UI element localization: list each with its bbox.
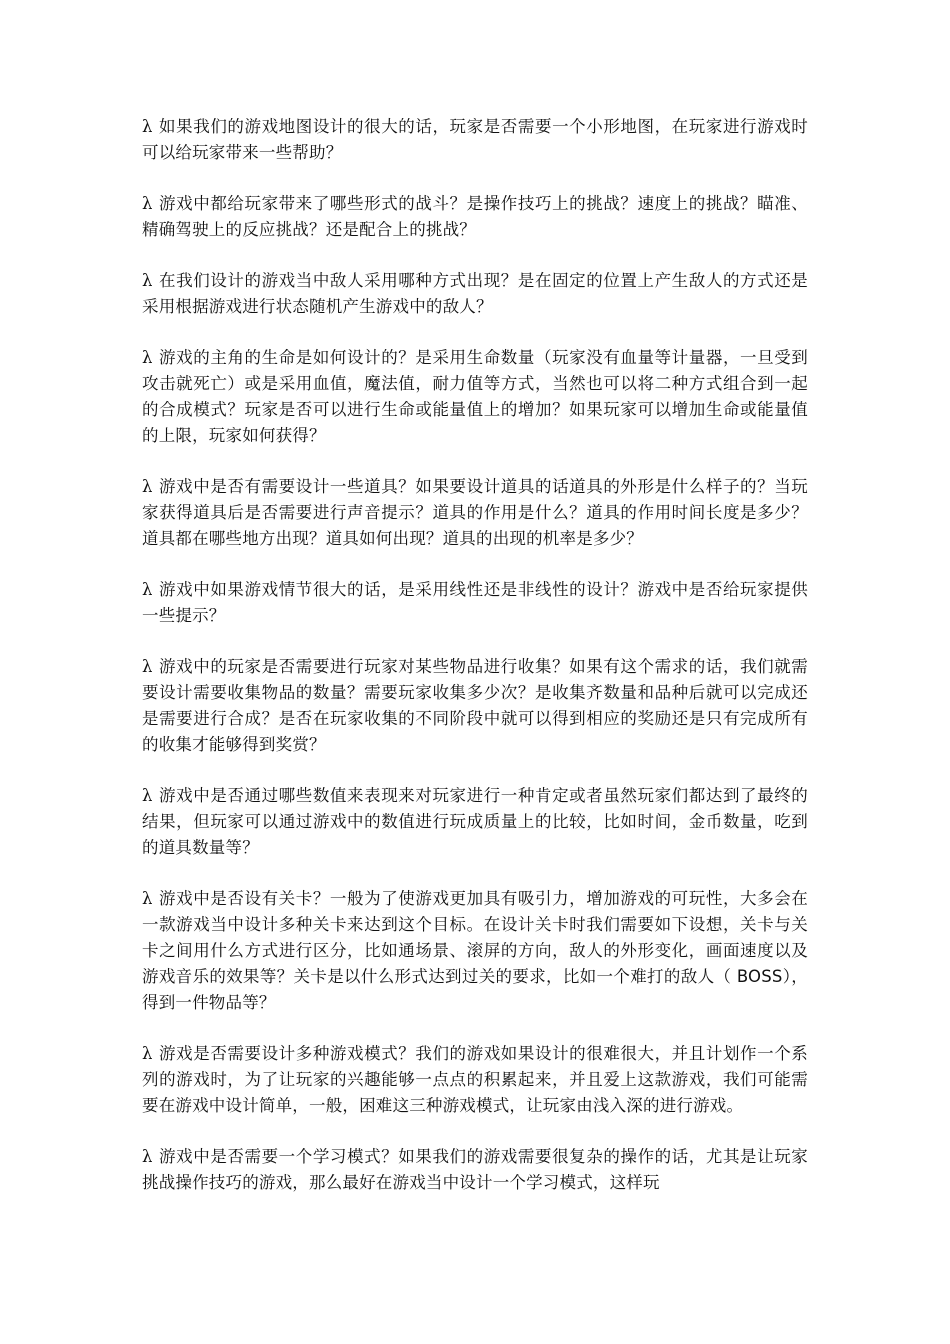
paragraph-text: 游戏中的玩家是否需要进行玩家对某些物品进行收集？如果有这个需求的话，我们就需要设计需要收集物品的数量？需要玩家收集多少次？是收集齐数量和品种后就可以完成还是需要进行合成？是否在玩家收集的不同阶段中就可以得到相应的奖励还是只有完成所有的收集才能够得到奖赏？ — [142, 657, 808, 754]
paragraph-text: 在我们设计的游戏当中敌人采用哪种方式出现？是在固定的位置上产生敌人的方式还是采用根据游戏进行状态随机产生游戏中的敌人？ — [142, 271, 808, 316]
paragraph-text: 游戏中都给玩家带来了哪些形式的战斗？是操作技巧上的挑战？速度上的挑战？瞄准、精确驾驶上的反应挑战？还是配合上的挑战？ — [142, 194, 808, 239]
paragraph-5 — [142, 474, 808, 552]
paragraph-text: 游戏中如果游戏情节很大的话，是采用线性还是非线性的设计？游戏中是否给玩家提供一些提示？ — [142, 580, 808, 625]
paragraph-8 — [142, 783, 808, 861]
lambda-bullet-icon: λ — [142, 348, 153, 367]
paragraph-text: 游戏中是否设有关卡？一般为了使游戏更加具有吸引力，增加游戏的可玩性，大多会在一款游戏当中设计多种关卡来达到这个目标。在设计关卡时我们需要如下设想，关卡与关卡之间用什么方式进行区分，比如通场景、滚屏的方向，敌人的外形变化，画面速度以及游戏音乐的效果等？关卡是以什么形式达到过关的要求，比如一个难打的敌人（ BOSS），得到一件物品等？ — [142, 889, 808, 1012]
lambda-bullet-icon: λ — [142, 477, 153, 496]
paragraph-2 — [142, 191, 808, 243]
paragraph-text: 游戏中是否有需要设计一些道具？如果要设计道具的话道具的外形是什么样子的？当玩家获得道具后是否需要进行声音提示？道具的作用是什么？道具的作用时间长度是多少？道具都在哪些地方出现？道具如何出现？道具的出现的机率是多少？ — [142, 477, 808, 548]
paragraph-1 — [142, 114, 808, 166]
lambda-bullet-icon: λ — [142, 117, 153, 136]
paragraph-11 — [142, 1144, 808, 1196]
lambda-bullet-icon: λ — [142, 889, 153, 908]
document-body — [142, 114, 808, 1221]
paragraph-text: 游戏是否需要设计多种游戏模式？我们的游戏如果设计的很难很大，并且计划作一个系列的游戏时，为了让玩家的兴趣能够一点点的积累起来，并且爱上这款游戏，我们可能需要在游戏中设计简单，一般，困难这三种游戏模式，让玩家由浅入深的进行游戏。 — [142, 1044, 808, 1115]
paragraph-7 — [142, 654, 808, 758]
paragraph-text: 如果我们的游戏地图设计的很大的话，玩家是否需要一个小形地图，在玩家进行游戏时可以给玩家带来一些帮助？ — [142, 117, 808, 162]
paragraph-3 — [142, 268, 808, 320]
lambda-bullet-icon: λ — [142, 580, 153, 599]
lambda-bullet-icon: λ — [142, 786, 153, 805]
lambda-bullet-icon: λ — [142, 1147, 153, 1166]
lambda-bullet-icon: λ — [142, 1044, 153, 1063]
lambda-bullet-icon: λ — [142, 271, 153, 290]
paragraph-6 — [142, 577, 808, 629]
paragraph-4 — [142, 345, 808, 449]
paragraph-text: 游戏的主角的生命是如何设计的？是采用生命数量（玩家没有血量等计量器，一旦受到攻击就死亡）或是采用血值，魔法值，耐力值等方式，当然也可以将二种方式组合到一起的合成模式？玩家是否可以进行生命或能量值上的增加？如果玩家可以增加生命或能量值的上限，玩家如何获得？ — [142, 348, 808, 445]
paragraph-text: 游戏中是否需要一个学习模式？如果我们的游戏需要很复杂的操作的话，尤其是让玩家挑战操作技巧的游戏，那么最好在游戏当中设计一个学习模式，这样玩 — [142, 1147, 808, 1192]
lambda-bullet-icon: λ — [142, 657, 153, 676]
paragraph-10 — [142, 1041, 808, 1119]
paragraph-9 — [142, 886, 808, 1016]
lambda-bullet-icon: λ — [142, 194, 153, 213]
paragraph-text: 游戏中是否通过哪些数值来表现来对玩家进行一种肯定或者虽然玩家们都达到了最终的结果，但玩家可以通过游戏中的数值进行玩成质量上的比较，比如时间，金币数量，吃到的道具数量等？ — [142, 786, 808, 857]
